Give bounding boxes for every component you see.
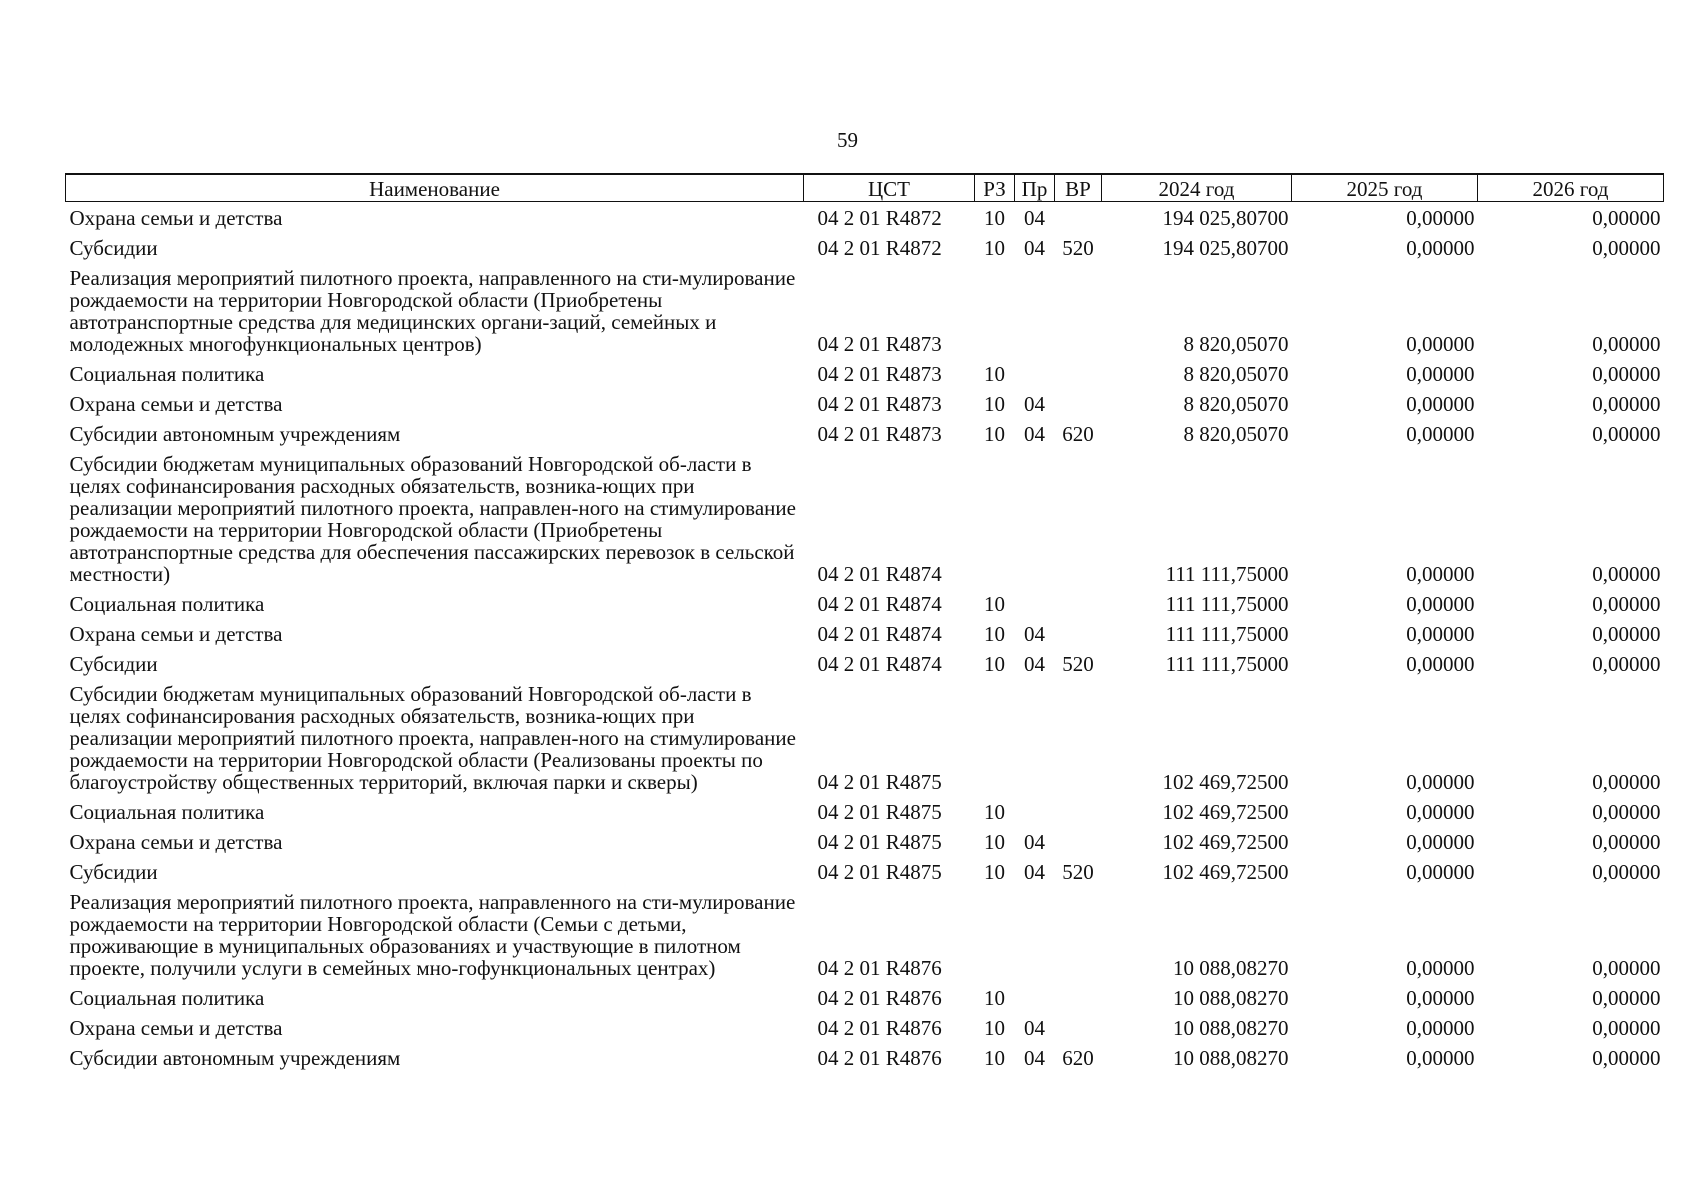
cell-cst: 04 2 01 R4875 <box>817 830 942 854</box>
cell-pr: 04 <box>1024 422 1045 446</box>
cell-2025: 0,00000 <box>1406 236 1475 260</box>
page-number: 59 <box>837 128 858 152</box>
cell-pr: 04 <box>1024 206 1045 230</box>
cell-vr: 520 <box>1062 236 1094 260</box>
cell-2026: 0,00000 <box>1592 392 1661 416</box>
cell-pr <box>1015 982 1055 1012</box>
cell-name: Субсидии автономным учреждениям <box>69 422 401 446</box>
cell-2026: 0,00000 <box>1592 332 1661 356</box>
cell-vr <box>1055 448 1102 588</box>
cell-rz: 10 <box>984 860 1005 884</box>
cell-2026: 0,00000 <box>1592 592 1661 616</box>
cell-vr: 620 <box>1062 422 1094 446</box>
cell-rz: 10 <box>984 830 1005 854</box>
cell-2026: 0,00000 <box>1592 956 1661 980</box>
cell-name: Охрана семьи и детства <box>69 392 283 416</box>
cell-pr: 04 <box>1024 1016 1045 1040</box>
cell-vr <box>1055 388 1102 418</box>
cell-cst: 04 2 01 R4874 <box>817 562 942 586</box>
cell-cst: 04 2 01 R4873 <box>817 422 942 446</box>
cell-rz <box>975 262 1015 358</box>
cell-vr <box>1055 618 1102 648</box>
cell-cst: 04 2 01 R4874 <box>817 622 942 646</box>
cell-rz: 10 <box>984 392 1005 416</box>
cell-2026: 0,00000 <box>1592 1046 1661 1070</box>
cell-2024: 10 088,08270 <box>1173 986 1289 1010</box>
cell-2024: 111 111,75000 <box>1165 562 1289 586</box>
cell-2026: 0,00000 <box>1592 622 1661 646</box>
cell-2024: 102 469,72500 <box>1162 770 1289 794</box>
table-row <box>66 358 1664 388</box>
cell-2026: 0,00000 <box>1592 422 1661 446</box>
cell-rz: 10 <box>984 236 1005 260</box>
table-row <box>66 982 1664 1012</box>
table-row <box>66 448 1664 588</box>
cell-2025: 0,00000 <box>1406 392 1475 416</box>
cell-2024: 111 111,75000 <box>1165 592 1289 616</box>
column-header-vr: ВР <box>1055 174 1102 202</box>
cell-cst: 04 2 01 R4875 <box>817 770 942 794</box>
cell-cst: 04 2 01 R4872 <box>817 236 942 260</box>
cell-cst: 04 2 01 R4873 <box>817 332 942 356</box>
cell-name: Субсидии бюджетам муниципальных образований Новгородской об-ласти в целях софинансирования расходных обязательств, возника-ющих при реализации мероприятий пилотного проекта, направлен-ного на стимулирование рождаемости на территории Новгородской области (Приобретены автотранспортные средства для обеспечения пассажирских перевозок в сельской местности) <box>69 452 796 586</box>
cell-vr: 520 <box>1062 860 1094 884</box>
cell-2025: 0,00000 <box>1406 800 1475 824</box>
cell-pr: 04 <box>1024 1046 1045 1070</box>
cell-2024: 111 111,75000 <box>1165 622 1289 646</box>
cell-2026: 0,00000 <box>1592 800 1661 824</box>
cell-2026: 0,00000 <box>1592 362 1661 386</box>
cell-name: Охрана семьи и детства <box>69 206 283 230</box>
cell-name: Социальная политика <box>69 986 265 1010</box>
cell-vr: 620 <box>1062 1046 1094 1070</box>
column-header-pr: Пр <box>1015 174 1055 202</box>
cell-2025: 0,00000 <box>1406 206 1475 230</box>
cell-2024: 8 820,05070 <box>1183 332 1289 356</box>
cell-2026: 0,00000 <box>1592 770 1661 794</box>
cell-rz: 10 <box>984 422 1005 446</box>
cell-name: Социальная политика <box>69 592 265 616</box>
cell-name: Охрана семьи и детства <box>69 1016 283 1040</box>
cell-pr: 04 <box>1024 622 1045 646</box>
table-row <box>66 886 1664 982</box>
cell-rz: 10 <box>984 362 1005 386</box>
cell-cst: 04 2 01 R4876 <box>817 956 942 980</box>
table-row <box>66 796 1664 826</box>
cell-cst: 04 2 01 R4873 <box>817 392 942 416</box>
table-row <box>66 418 1664 448</box>
cell-2024: 10 088,08270 <box>1173 1016 1289 1040</box>
cell-vr <box>1055 886 1102 982</box>
cell-cst: 04 2 01 R4876 <box>817 986 942 1010</box>
cell-cst: 04 2 01 R4876 <box>817 1016 942 1040</box>
cell-rz: 10 <box>984 206 1005 230</box>
cell-2026: 0,00000 <box>1592 236 1661 260</box>
cell-2024: 102 469,72500 <box>1162 860 1289 884</box>
cell-rz <box>975 678 1015 796</box>
column-header-name: Наименование <box>66 174 804 202</box>
cell-pr <box>1015 886 1055 982</box>
cell-vr <box>1055 1012 1102 1042</box>
cell-name: Социальная политика <box>69 800 265 824</box>
cell-rz: 10 <box>984 1016 1005 1040</box>
cell-2025: 0,00000 <box>1406 592 1475 616</box>
cell-2025: 0,00000 <box>1406 362 1475 386</box>
table-row <box>66 202 1664 233</box>
cell-pr <box>1015 262 1055 358</box>
cell-2026: 0,00000 <box>1592 860 1661 884</box>
cell-2026: 0,00000 <box>1592 206 1661 230</box>
cell-vr <box>1055 262 1102 358</box>
cell-name: Реализация мероприятий пилотного проекта, направленного на сти-мулирование рождаемости на территории Новгородской области (Приобретены автотранспортные средства для медицинских органи-заций, семейных и молодежных многофункциональных центров) <box>69 266 796 356</box>
table-row <box>66 648 1664 678</box>
cell-2025: 0,00000 <box>1406 422 1475 446</box>
cell-name: Субсидии <box>69 860 158 884</box>
budget-table <box>65 173 1664 1072</box>
column-header-2024: 2024 год <box>1102 174 1292 202</box>
cell-vr <box>1055 588 1102 618</box>
cell-cst: 04 2 01 R4876 <box>817 1046 942 1070</box>
cell-name: Субсидии автономным учреждениям <box>69 1046 401 1070</box>
cell-rz: 10 <box>984 592 1005 616</box>
cell-2025: 0,00000 <box>1406 1046 1475 1070</box>
table-header <box>66 174 1664 202</box>
table-row <box>66 856 1664 886</box>
cell-2024: 194 025,80700 <box>1162 206 1289 230</box>
cell-2024: 10 088,08270 <box>1173 1046 1289 1070</box>
cell-pr: 04 <box>1024 236 1045 260</box>
table-row <box>66 1012 1664 1042</box>
table-row <box>66 678 1664 796</box>
cell-2026: 0,00000 <box>1592 986 1661 1010</box>
cell-name: Охрана семьи и детства <box>69 830 283 854</box>
cell-pr <box>1015 588 1055 618</box>
cell-name: Охрана семьи и детства <box>69 622 283 646</box>
cell-cst: 04 2 01 R4873 <box>817 362 942 386</box>
cell-2025: 0,00000 <box>1406 622 1475 646</box>
column-header-2025: 2025 год <box>1292 174 1478 202</box>
cell-cst: 04 2 01 R4875 <box>817 800 942 824</box>
cell-pr <box>1015 448 1055 588</box>
table-row <box>66 232 1664 262</box>
table-row <box>66 1042 1664 1072</box>
cell-cst: 04 2 01 R4874 <box>817 592 942 616</box>
cell-rz <box>975 886 1015 982</box>
column-header-cst: ЦСТ <box>804 174 975 202</box>
cell-2025: 0,00000 <box>1406 562 1475 586</box>
cell-rz: 10 <box>984 986 1005 1010</box>
cell-2024: 102 469,72500 <box>1162 830 1289 854</box>
cell-2024: 10 088,08270 <box>1173 956 1289 980</box>
cell-2026: 0,00000 <box>1592 652 1661 676</box>
cell-2024: 111 111,75000 <box>1165 652 1289 676</box>
cell-2025: 0,00000 <box>1406 830 1475 854</box>
cell-2025: 0,00000 <box>1406 770 1475 794</box>
cell-vr <box>1055 358 1102 388</box>
cell-rz <box>975 448 1015 588</box>
cell-pr: 04 <box>1024 652 1045 676</box>
cell-pr: 04 <box>1024 392 1045 416</box>
table-row <box>66 262 1664 358</box>
cell-2024: 194 025,80700 <box>1162 236 1289 260</box>
cell-rz: 10 <box>984 652 1005 676</box>
cell-cst: 04 2 01 R4875 <box>817 860 942 884</box>
cell-2025: 0,00000 <box>1406 986 1475 1010</box>
column-header-rz: РЗ <box>975 174 1015 202</box>
cell-2025: 0,00000 <box>1406 332 1475 356</box>
cell-vr <box>1055 826 1102 856</box>
cell-rz: 10 <box>984 800 1005 824</box>
column-header-2026: 2026 год <box>1478 174 1664 202</box>
table-row <box>66 618 1664 648</box>
table-row <box>66 826 1664 856</box>
cell-2026: 0,00000 <box>1592 830 1661 854</box>
cell-rz: 10 <box>984 622 1005 646</box>
cell-name: Социальная политика <box>69 362 265 386</box>
cell-pr <box>1015 678 1055 796</box>
cell-2025: 0,00000 <box>1406 860 1475 884</box>
cell-vr <box>1055 982 1102 1012</box>
cell-2026: 0,00000 <box>1592 562 1661 586</box>
cell-2024: 8 820,05070 <box>1183 392 1289 416</box>
cell-2026: 0,00000 <box>1592 1016 1661 1040</box>
cell-cst: 04 2 01 R4874 <box>817 652 942 676</box>
table-body <box>66 202 1664 1073</box>
cell-2024: 8 820,05070 <box>1183 422 1289 446</box>
cell-name: Субсидии бюджетам муниципальных образований Новгородской об-ласти в целях софинансирования расходных обязательств, возника-ющих при реализации мероприятий пилотного проекта, направлен-ного на стимулирование рождаемости на территории Новгородской области (Реализованы проекты по благоустройству общественных территорий, включая парки и скверы) <box>69 682 796 794</box>
cell-2025: 0,00000 <box>1406 652 1475 676</box>
cell-pr: 04 <box>1024 830 1045 854</box>
table-row <box>66 588 1664 618</box>
cell-2024: 8 820,05070 <box>1183 362 1289 386</box>
cell-name: Субсидии <box>69 236 158 260</box>
cell-vr: 520 <box>1062 652 1094 676</box>
cell-vr <box>1055 796 1102 826</box>
cell-rz: 10 <box>984 1046 1005 1070</box>
cell-name: Субсидии <box>69 652 158 676</box>
cell-pr <box>1015 796 1055 826</box>
cell-pr: 04 <box>1024 860 1045 884</box>
cell-name: Реализация мероприятий пилотного проекта, направленного на сти-мулирование рождаемости на территории Новгородской области (Семьи с детьми, проживающие в муниципальных образованиях и участвующие в пилотном проекте, получили услуги в семейных мно-гофункциональных центрах) <box>69 890 796 980</box>
cell-vr <box>1055 202 1102 233</box>
cell-vr <box>1055 678 1102 796</box>
cell-2025: 0,00000 <box>1406 1016 1475 1040</box>
cell-2024: 102 469,72500 <box>1162 800 1289 824</box>
cell-2025: 0,00000 <box>1406 956 1475 980</box>
table-row <box>66 388 1664 418</box>
cell-cst: 04 2 01 R4872 <box>817 206 942 230</box>
cell-pr <box>1015 358 1055 388</box>
